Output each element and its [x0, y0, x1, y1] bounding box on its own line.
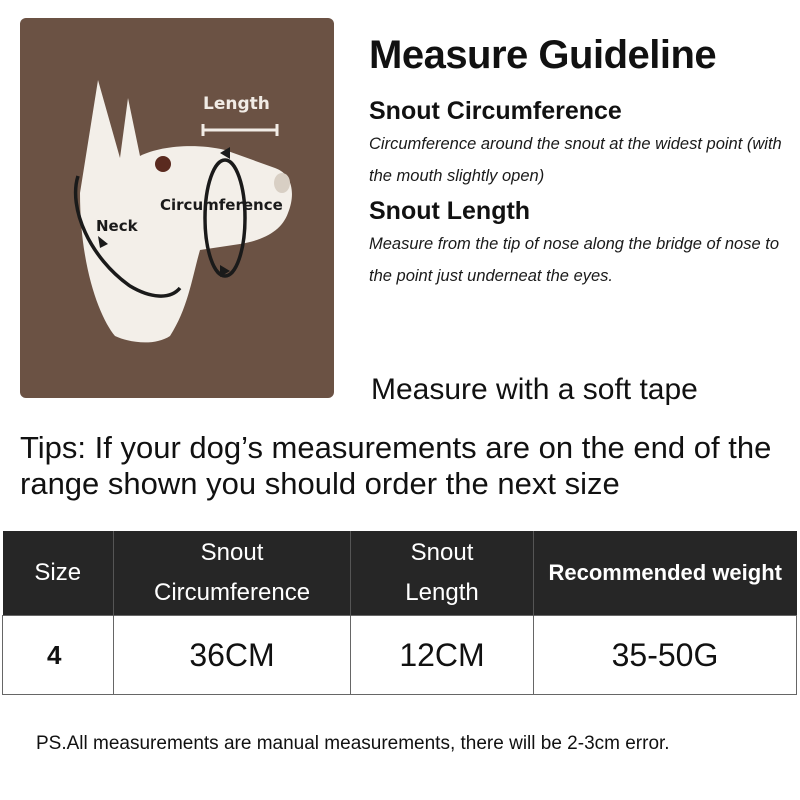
snout-circumference-text: Circumference around the snout at the widest point (with the mouth slightly open): [369, 135, 782, 185]
guide-title: Measure Guideline: [369, 33, 717, 77]
length-label: Length: [203, 94, 270, 114]
error-note: PS.All measurements are manual measurements, there will be 2-3cm error.: [36, 733, 670, 754]
dog-measure-illustration: [20, 18, 334, 398]
neck-label: Neck: [96, 217, 138, 235]
header-size: Size: [3, 531, 114, 616]
size-table: [2, 531, 797, 695]
cell-recommended-weight: 35-50G: [534, 616, 797, 695]
cell-size: 4: [3, 616, 114, 695]
snout-length-heading: Snout Length: [369, 197, 531, 225]
soft-tape-note: Measure with a soft tape: [371, 373, 698, 406]
header-snout-circumference: Snout Circumference: [114, 531, 351, 616]
header-recommended-weight: Recommended weight: [534, 531, 797, 616]
table-row: [3, 616, 797, 695]
table-header-row: [3, 531, 797, 616]
header-snout-length: Snout Length: [351, 531, 534, 616]
sizing-tips: Tips: If your dog’s measurements are on the end of the range shown you should order the next size: [20, 430, 772, 501]
circumference-label: Circumference: [160, 196, 283, 214]
cell-snout-length: 12CM: [351, 616, 534, 695]
cell-snout-circumference: 36CM: [114, 616, 351, 695]
snout-circumference-heading: Snout Circumference: [369, 97, 622, 125]
snout-length-text: Measure from the tip of nose along the bridge of nose to the point just underneat the eyes.: [369, 235, 780, 285]
